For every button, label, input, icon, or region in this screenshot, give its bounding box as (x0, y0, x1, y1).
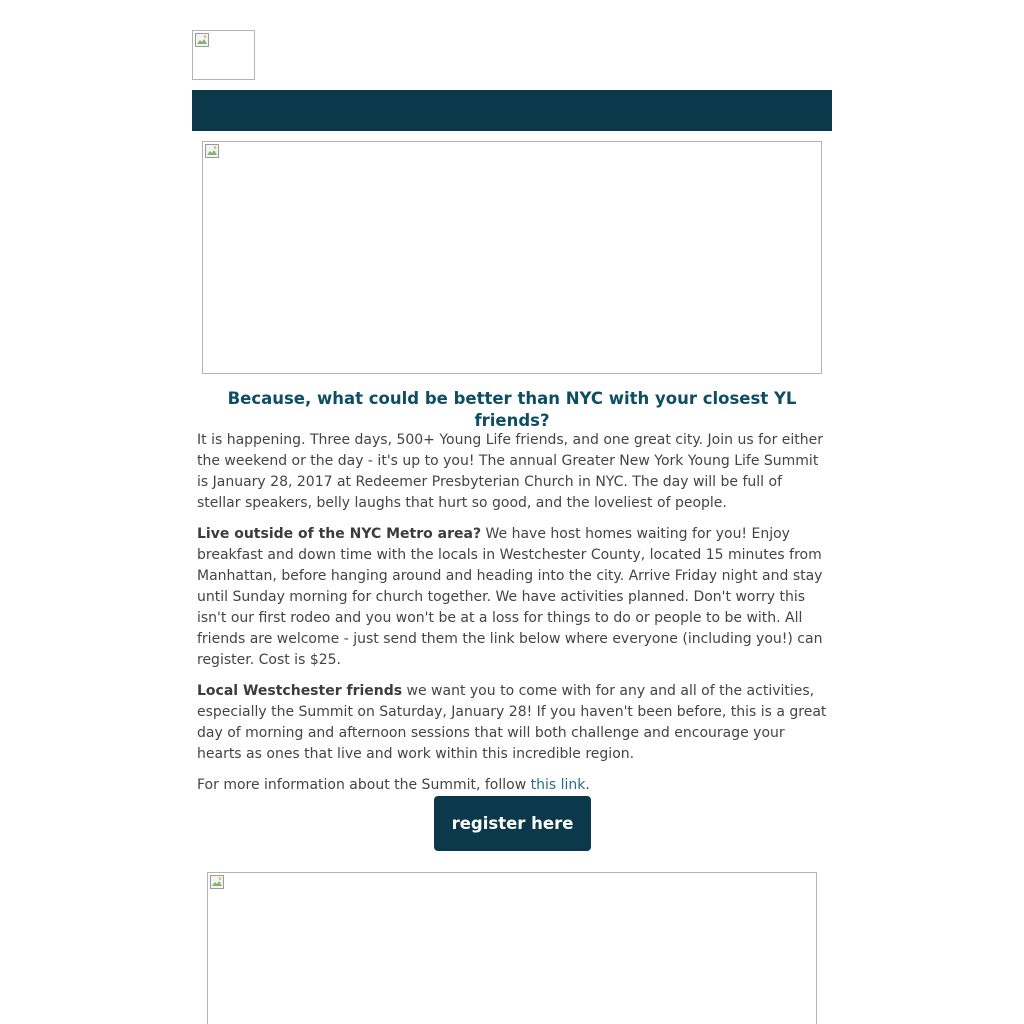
broken-image-icon (210, 875, 224, 889)
paragraph-intro: It is happening. Three days, 500+ Young Life friends, and one great city. Join us for either the weekend or the day - it's up to you! The annual Greater New York Young Life Summit is January 28, 2017 at Redeemer Presbyterian Church in NYC. The day will be full of stellar speakers, belly laughs that hurt so good, and the loveliest of people. (197, 432, 824, 511)
paragraph-bold-lead: Live outside of the NYC Metro area? (197, 526, 482, 542)
footer-image (207, 872, 817, 1024)
paragraph-text: we want you to come with for any and all of the activities, especially the Summit on Saturday, January 28! If you haven't been before, this is a great day of morning and afternoon sessions that will both challenge and encourage your hearts as ones that live and work within this incredible region. (197, 683, 827, 762)
paragraph-end: . (585, 777, 590, 793)
body-text (197, 430, 829, 806)
broken-image-icon (195, 33, 209, 47)
paragraph-outside-metro (197, 524, 829, 671)
paragraph-bold-lead: Local Westchester friends (197, 683, 403, 699)
hero-image (202, 141, 822, 374)
paragraph-text: We have host homes waiting for you! Enjoy breakfast and down time with the locals in Westchester County, located 15 minutes from Manhattan, before hanging around and heading into the city. Arrive Friday night and stay until Sunday morning for church together. We have activities planned. Don't worry this isn't our first rodeo and you won't be at a loss for things to do or people to be with. All friends are welcome - just send them the link below where everyone (including you!) can register. Cost is $25. (197, 526, 823, 668)
header-navbar (192, 90, 832, 131)
broken-image-icon (205, 144, 219, 158)
paragraph-text: For more information about the Summit, follow (197, 777, 531, 793)
register-button[interactable]: register here (434, 796, 591, 851)
paragraph-local-westchester (197, 681, 829, 765)
paragraph-more-info (197, 775, 829, 796)
summit-info-link[interactable]: this link (530, 777, 586, 793)
page-headline: Because, what could be better than NYC with your closest YL friends? (227, 389, 797, 430)
logo-image[interactable] (192, 30, 255, 80)
